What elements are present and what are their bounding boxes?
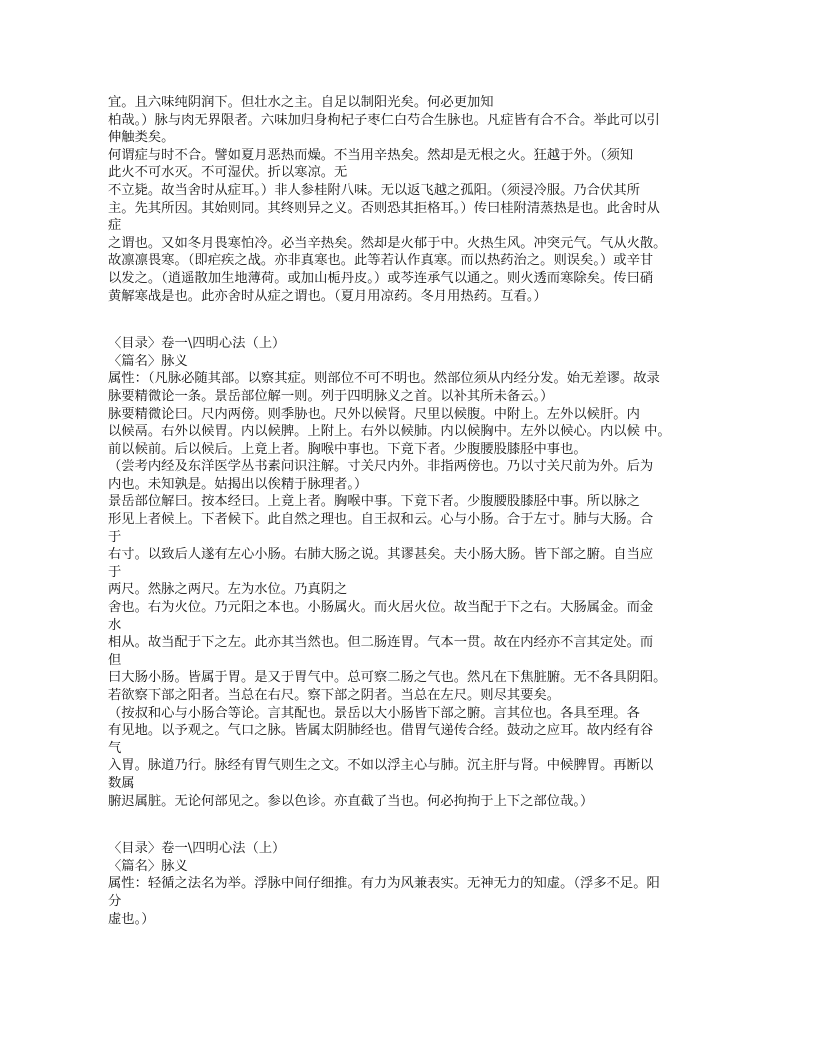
text-line: 舍也。右为火位。乃元阳之本也。小肠属火。而火居火位。故当配于下之右。大肠属金。而金	[108, 600, 654, 616]
text-line: 此火不可水灭。不可湿伏。折以寒凉。无	[108, 165, 348, 181]
text-line: 〈目录〉卷一\四明心法（上）	[108, 841, 286, 857]
text-line: 黄解寒战是也。此亦舍时从症之谓也。（夏月用凉药。冬月用热药。互看。）	[108, 288, 547, 304]
text-line: 脉要精微论一条。景岳部位解一则。列于四明脉义之首。以补其所未备云。）	[108, 388, 554, 404]
text-line: 两尺。然脉之两尺。左为水位。乃真阴之	[108, 582, 348, 598]
text-line: 但	[108, 652, 122, 668]
text-line: 脉要精微论曰。尺内两傍。则季胁也。尺外以候肾。尺里以候腹。中附上。左外以候肝。内	[108, 406, 640, 422]
text-line: 以发之。（逍遥散加生地薄荷。或加山栀丹皮。）或芩连承气以通之。则火透而寒除矣。传曰硝	[108, 270, 654, 286]
text-line: 相从。故当配于下之左。此亦其当然也。但二肠连胃。气本一贯。故在内经亦不言其定处。而	[108, 635, 654, 651]
text-line: 前以候前。后以候后。上竟上者。胸喉中事也。下竟下者。少腹腰股膝胫中事也。	[108, 441, 587, 457]
text-section	[108, 335, 728, 810]
text-line: 〈篇名〉脉义	[108, 353, 188, 369]
text-line: 〈篇名〉脉义	[108, 858, 188, 874]
document-body	[108, 94, 728, 928]
text-line: 于	[108, 564, 122, 580]
text-line: 何谓症与时不合。譬如夏月恶热而燥。不当用辛热矣。然却是无根之火。狂越于外。（须知	[108, 147, 634, 163]
text-line: 气	[108, 740, 122, 756]
text-line: （按叔和心与小肠合等论。言其配也。景岳以大小肠皆下部之腑。言其位也。各具至理。各	[108, 705, 640, 721]
text-line: 入胃。脉道乃行。脉经有胃气则生之文。不如以浮主心与肺。沉主肝与肾。中候脾胃。再断以	[108, 758, 654, 774]
text-line: 数属	[108, 775, 135, 791]
text-line: 不立毙。故当舍时从症耳。）非人参桂附八味。无以返飞越之孤阳。（须浸冷服。乃合伏其所	[108, 182, 640, 198]
text-line: 曰大肠小肠。皆属于胃。是又于胃气中。总可察二肠之气也。然凡在下焦脏腑。无不各具阴阳。	[108, 670, 667, 686]
text-line: 主。先其所因。其始则同。其终则异之义。否则恐其拒格耳。）传曰桂附清蒸热是也。此舍时从	[108, 200, 660, 216]
text-line: 虚也。）	[108, 911, 155, 927]
text-line: 水	[108, 617, 122, 633]
text-section	[108, 94, 728, 305]
text-line: 症	[108, 218, 122, 234]
text-line: 故凛凛畏寒。（即疟疾之战。亦非真寒也。此等若认作真寒。而以热药治之。则误矣。）或辛甘	[108, 253, 654, 269]
text-line: 属性：轻循之法名为举。浮脉中间仔细推。有力为风兼表实。无神无力的知虚。（浮多不足。阳	[108, 876, 660, 892]
text-line: 之谓也。又如冬月畏寒怕冷。必当辛热矣。然却是火郁于中。火热生风。冲突元气。气从火散。	[108, 235, 667, 251]
text-line: 若欲察下部之阳者。当总在右尺。察下部之阴者。当总在左尺。则尽其要矣。	[108, 688, 561, 703]
text-line: 形见上者候上。下者候下。此自然之理也。自王叔和云。心与小肠。合于左寸。肺与大肠。合	[108, 512, 654, 528]
text-line: 腑迟属脏。无论何部见之。参以色诊。亦直截了当也。何必拘拘于上下之部位哉。）	[108, 793, 594, 809]
text-line: 景岳部位解曰。按本经曰。上竟上者。胸喉中事。下竟下者。少腹腰股膝胫中事。所以脉之	[108, 494, 640, 510]
text-line: （尝考内经及东洋医学丛书素问识注解。寸关尺内外。非指两傍也。乃以寸关尺前为外。后为	[108, 459, 654, 475]
text-line: 以候鬲。右外以候胃。内以候脾。上附上。右外以候肺。内以候胸中。左外以候心。内以候 中。	[108, 424, 671, 440]
text-line: 右寸。以致后人遂有左心小肠。右肺大肠之说。其谬甚矣。夫小肠大肠。皆下部之腑。自当应	[108, 547, 654, 563]
text-line: 分	[108, 893, 122, 909]
text-line: 伸触类矣。	[108, 130, 175, 146]
text-line: 内也。未知孰是。姑揭出以俟精于脉理者。）	[108, 476, 368, 492]
text-line: 宜。且六味纯阴润下。但壮水之主。自足以制阳光矣。何必更加知	[108, 95, 494, 110]
text-line: 属性：（凡脉必随其部。以察其症。则部位不可不明也。然部位须从内经分发。始无差谬。故录	[108, 371, 660, 387]
text-line: 〈目录〉卷一\四明心法（上）	[108, 336, 286, 352]
text-section	[108, 840, 728, 928]
text-line: 有见地。以予观之。气口之脉。皆属太阴肺经也。借胃气递传合经。鼓动之应耳。故内经有谷	[108, 723, 654, 739]
text-line: 柏哉。）脉与肉无界限者。六味加归身枸杞子枣仁白芍合生脉也。凡症皆有合不合。举此可以引	[108, 112, 660, 128]
text-line: 于	[108, 529, 122, 545]
